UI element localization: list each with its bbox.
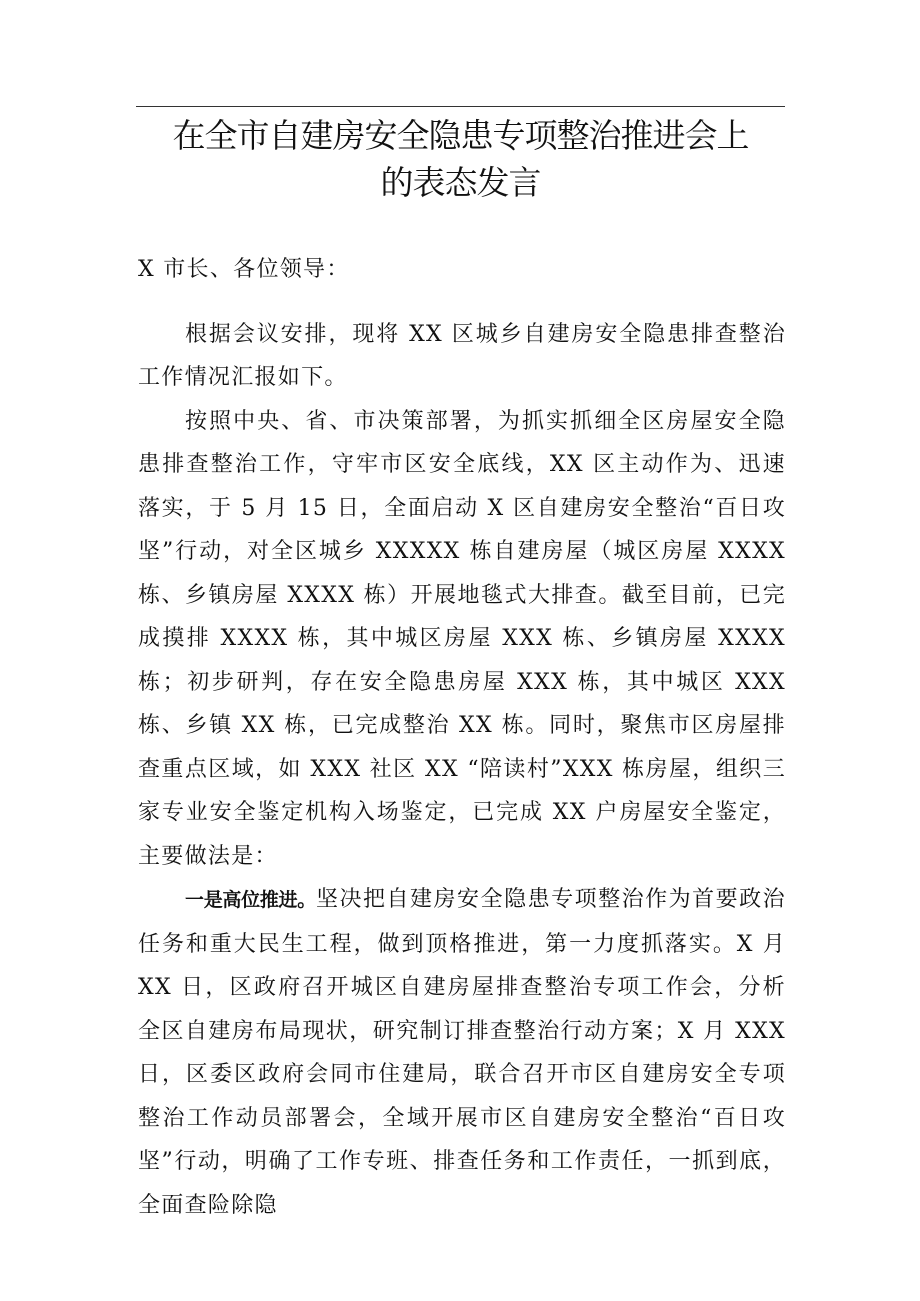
paragraph-overview (138, 400, 786, 879)
salutation: X 市长、各位领导： (138, 257, 350, 282)
paragraph-text: 坚决把自建房安全隐患专项整治作为首要政治任务和重大民生工程，做到顶格推进，第一力度抓落实。X 月 XX 日，区政府召开城区自建房屋排查整治专项工作会，分析全区自建房布局现状，研究制订排查整治行动方案；X 月 XXX 日，区委区政府会同市住建局，联合召开市区自建房安全专项整治工作动员部署会，全域开展市区自建房安全整治“百日攻坚”行动，明确了工作专班、排查任务和工作责任，一抓到底，全面查险除隐 (138, 887, 786, 1218)
paragraph-text: 按照中央、省、市决策部署，为抓实抓细全区房屋安全隐患排查整治工作，守牢市区安全底线，XX 区主动作为、迅速落实，于 5 月 15 日，全面启动 X 区自建房安全整治“百日攻坚”行动，对全区城乡 XXXXX 栋自建房屋（城区房屋 XXXX 栋、乡镇房屋 XXXX 栋）开展地毯式大排查。截至目前，已完成摸排 XXXX 栋，其中城区房屋 XXX 栋、乡镇房屋 XXXX 栋；初步研判，存在安全隐患房屋 XXX 栋，其中城区 XXX 栋、乡镇 XX 栋，已完成整治 XX 栋。同时，聚焦市区房屋排查重点区域，如 XXX 社区 XX “陪读村”XXX 栋房屋，组织三家专业安全鉴定机构入场鉴定，已完成 XX 户房屋安全鉴定，主要做法是： (138, 408, 786, 869)
title-line-1: 在全市自建房安全隐患专项整治推进会上 (172, 116, 749, 155)
paragraph-lead: 一是高位推进。 (185, 889, 316, 911)
paragraph-measure-1 (138, 878, 786, 1227)
title-line-2: 的表态发言 (380, 163, 541, 202)
document-body (138, 248, 786, 1227)
header-rule (136, 106, 785, 107)
paragraph-intro (138, 313, 786, 400)
document-title (136, 112, 785, 206)
paragraph-text: 根据会议安排，现将 XX 区城乡自建房安全隐患排查整治工作情况汇报如下。 (138, 321, 786, 390)
